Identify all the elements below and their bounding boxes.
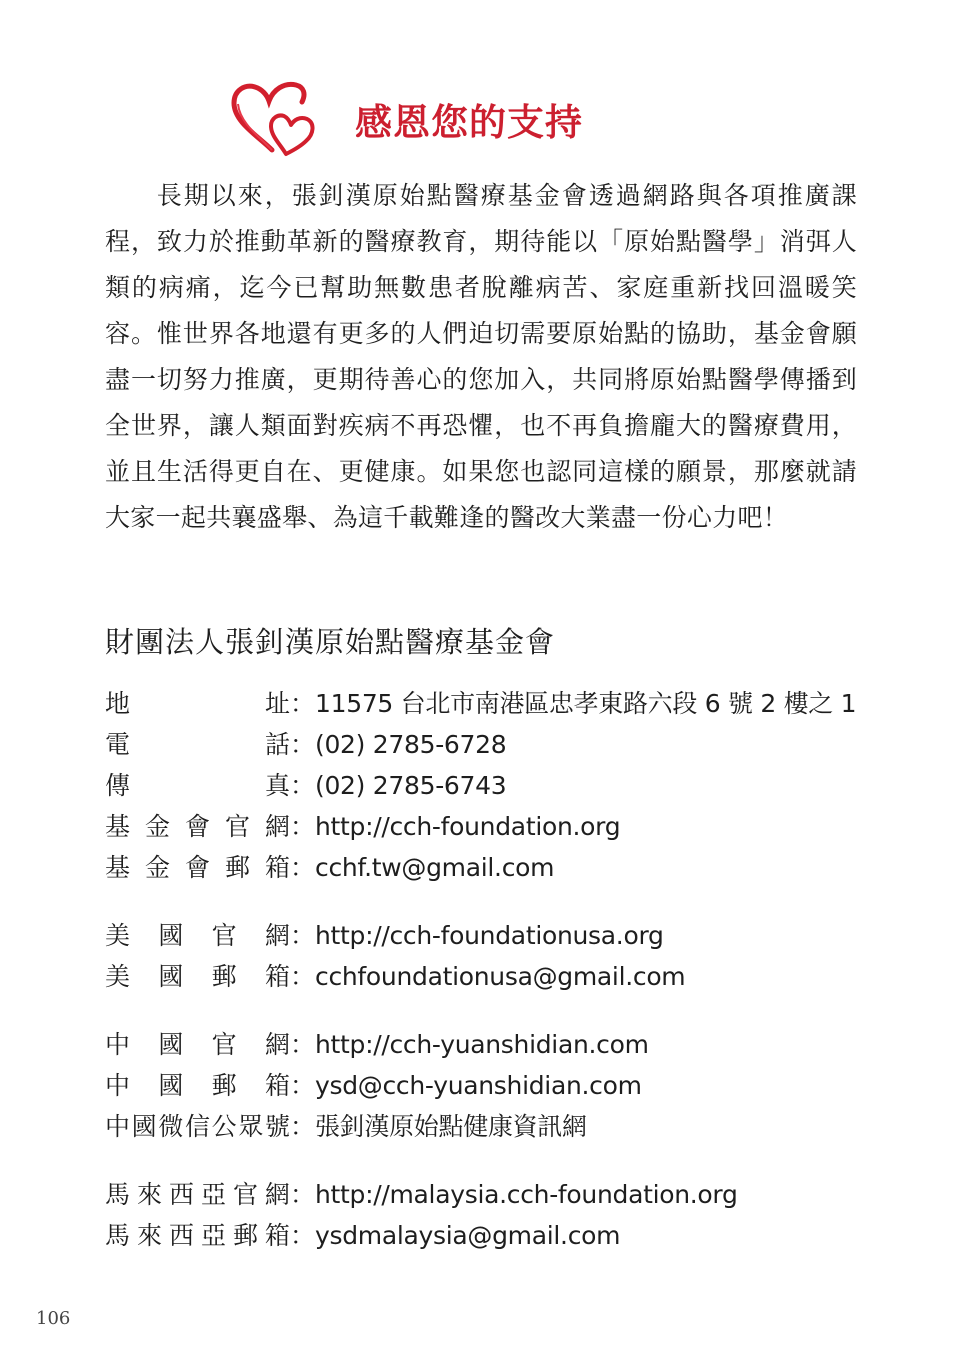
label-separator: ： xyxy=(290,689,316,718)
label-char: 官 xyxy=(211,921,237,950)
contact-row xyxy=(105,766,865,807)
label-separator: ： xyxy=(290,1030,316,1059)
label-char: 美 xyxy=(105,962,131,991)
label-char: 美 xyxy=(105,921,131,950)
contact-label xyxy=(105,807,290,843)
website-link[interactable]: http://cch-foundation.org xyxy=(315,812,621,841)
contact-label xyxy=(105,848,290,884)
label-char: 郵 xyxy=(232,1221,258,1250)
label-char: 號 xyxy=(264,1112,290,1141)
contact-row xyxy=(105,957,865,998)
label-char: 國 xyxy=(131,1112,157,1141)
label-char: 郵 xyxy=(211,1071,237,1100)
contact-group xyxy=(105,684,865,889)
intro-text: 長期以來，張釗漢原始點醫療基金會透過網路與各項推廣課程，致力於推動革新的醫療教育，期待能以「原始點醫學」消弭人類的病痛，迄今已幫助無數患者脫離病苦、家庭重新找回溫暖笑容。惟世界各地還有更多的人們迫切需要原始點的協助，基金會願盡一切努力推廣，更期待善心的您加入，共同將原始點醫學傳播到全世界，讓人類面對疾病不再恐懼，也不再負擔龐大的醫療費用，並且生活得更自在、更健康。如果您也認同這樣的願景，那麼就請大家一起共襄盛舉、為這千載難逢的醫改大業盡一份心力吧！ xyxy=(105,181,857,532)
contact-group xyxy=(105,1175,865,1257)
contact-row xyxy=(105,725,865,766)
label-char: 箱 xyxy=(264,853,290,882)
label-separator: ： xyxy=(290,1112,316,1141)
label-char: 來 xyxy=(136,1221,162,1250)
label-separator: ： xyxy=(290,771,316,800)
label-char: 網 xyxy=(264,1180,290,1209)
email-link[interactable]: cchfoundationusa@gmail.com xyxy=(315,962,686,991)
label-char: 金 xyxy=(144,812,170,841)
label-char: 西 xyxy=(168,1221,194,1250)
contact-label xyxy=(105,684,290,720)
label-char: 址 xyxy=(264,689,290,718)
label-separator: ： xyxy=(290,1071,316,1100)
contact-value: 張釗漢原始點健康資訊網 xyxy=(315,1112,587,1141)
contact-row xyxy=(105,1025,865,1066)
contact-label xyxy=(105,957,290,993)
label-char: 基 xyxy=(105,853,131,882)
contact-label xyxy=(105,1066,290,1102)
page-number: 106 xyxy=(36,1308,71,1329)
contact-row xyxy=(105,807,865,848)
contact-row xyxy=(105,1216,865,1257)
label-char: 地 xyxy=(105,689,131,718)
label-char: 國 xyxy=(158,962,184,991)
label-char: 中 xyxy=(105,1112,131,1141)
contact-label xyxy=(105,1175,290,1211)
contact-value: (02) 2785-6743 xyxy=(315,771,507,800)
label-char: 亞 xyxy=(200,1180,226,1209)
label-char: 話 xyxy=(264,730,290,759)
website-link[interactable]: http://cch-yuanshidian.com xyxy=(315,1030,649,1059)
label-separator: ： xyxy=(290,730,316,759)
contact-value: (02) 2785-6728 xyxy=(315,730,507,759)
label-char: 官 xyxy=(224,812,250,841)
label-char: 馬 xyxy=(105,1180,131,1209)
label-separator: ： xyxy=(290,1180,316,1209)
label-separator: ： xyxy=(290,812,316,841)
contact-row xyxy=(105,916,865,957)
label-char: 郵 xyxy=(211,962,237,991)
contact-row xyxy=(105,1175,865,1216)
label-char: 網 xyxy=(264,812,290,841)
label-char: 箱 xyxy=(264,962,290,991)
label-char: 金 xyxy=(144,853,170,882)
contact-label xyxy=(105,1107,290,1143)
label-char: 箱 xyxy=(264,1221,290,1250)
label-char: 國 xyxy=(158,921,184,950)
contact-label xyxy=(105,1025,290,1061)
contact-row xyxy=(105,1107,865,1148)
email-link[interactable]: ysdmalaysia@gmail.com xyxy=(315,1221,621,1250)
contact-label xyxy=(105,766,290,802)
double-heart-icon xyxy=(228,78,320,158)
website-link[interactable]: http://cch-foundationusa.org xyxy=(315,921,664,950)
label-char: 西 xyxy=(168,1180,194,1209)
contact-label xyxy=(105,725,290,761)
page-header xyxy=(228,78,648,158)
organization-name: 財團法人張釗漢原始點醫療基金會 xyxy=(105,625,556,659)
contact-row xyxy=(105,848,865,889)
label-char: 基 xyxy=(105,812,131,841)
label-char: 中 xyxy=(105,1071,131,1100)
email-link[interactable]: cchf.tw@gmail.com xyxy=(315,853,555,882)
label-char: 真 xyxy=(264,771,290,800)
contact-value: 11575 台北市南港區忠孝東路六段 6 號 2 樓之 1 xyxy=(315,689,857,718)
contact-label xyxy=(105,916,290,952)
label-char: 信 xyxy=(184,1112,210,1141)
label-char: 微 xyxy=(158,1112,184,1141)
email-link[interactable]: ysd@cch-yuanshidian.com xyxy=(315,1071,642,1100)
label-char: 會 xyxy=(184,853,210,882)
label-char: 馬 xyxy=(105,1221,131,1250)
intro-paragraph xyxy=(105,173,857,541)
label-char: 國 xyxy=(158,1030,184,1059)
label-char: 中 xyxy=(105,1030,131,1059)
label-char: 來 xyxy=(136,1180,162,1209)
label-char: 眾 xyxy=(238,1112,264,1141)
label-char: 公 xyxy=(211,1112,237,1141)
contact-group xyxy=(105,1025,865,1148)
label-char: 網 xyxy=(264,921,290,950)
label-separator: ： xyxy=(290,853,316,882)
label-char: 會 xyxy=(184,812,210,841)
contact-group xyxy=(105,916,865,998)
contact-row xyxy=(105,1066,865,1107)
label-separator: ： xyxy=(290,1221,316,1250)
contact-label xyxy=(105,1216,290,1252)
contact-row xyxy=(105,684,865,725)
label-char: 亞 xyxy=(200,1221,226,1250)
label-char: 網 xyxy=(264,1030,290,1059)
label-char: 電 xyxy=(105,730,131,759)
contact-list xyxy=(105,684,865,1284)
label-char: 箱 xyxy=(264,1071,290,1100)
label-separator: ： xyxy=(290,962,316,991)
label-char: 官 xyxy=(211,1030,237,1059)
page-title: 感恩您的支持 xyxy=(355,100,583,144)
label-char: 官 xyxy=(232,1180,258,1209)
label-separator: ： xyxy=(290,921,316,950)
label-char: 國 xyxy=(158,1071,184,1100)
label-char: 郵 xyxy=(224,853,250,882)
website-link[interactable]: http://malaysia.cch-foundation.org xyxy=(315,1180,738,1209)
label-char: 傳 xyxy=(105,771,131,800)
